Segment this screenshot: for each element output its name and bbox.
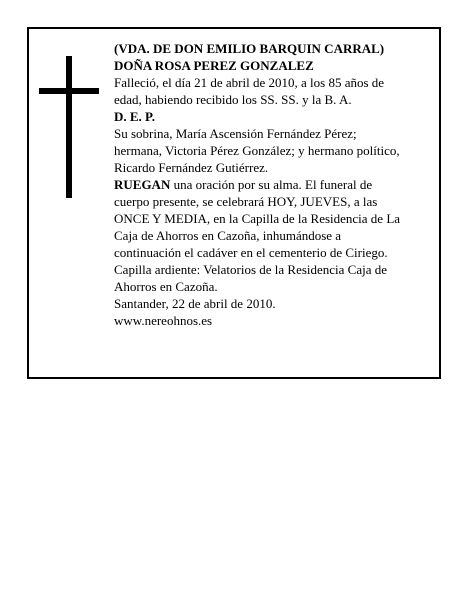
funeral-line-3: Caja de Ahorros en Cazoña, inhumándose a [114, 228, 342, 243]
cross-vertical-bar [66, 56, 72, 198]
family-line-3: Ricardo Fernández Gutiérrez. [114, 160, 269, 175]
request-rest: una oración por su alma. El funeral de [173, 177, 373, 192]
funeral-line-1: cuerpo presente, se celebrará HOY, JUEVES, a las [114, 194, 378, 209]
funeral-line-2: ONCE Y MEDIA, en la Capilla de la Residencia de La [114, 211, 401, 226]
deceased-name: DOÑA ROSA PEREZ GONZALEZ [114, 58, 314, 73]
place-date-line: Santander, 22 de abril de 2010. [114, 296, 276, 311]
cross-horizontal-bar [39, 88, 99, 94]
rip-line: D. E. P. [114, 109, 156, 124]
chapel-line-2: Ahorros en Cazoña. [114, 279, 218, 294]
website-link[interactable]: www.nereohnos.es [114, 313, 213, 328]
request-line [114, 176, 440, 193]
death-line-1: Falleció, el día 21 de abril de 2010, a los 85 años de [114, 75, 385, 90]
death-line-2: edad, habiendo recibido los SS. SS. y la B. A. [114, 92, 352, 107]
notice-text [114, 40, 440, 329]
cross-icon [39, 56, 99, 198]
family-line-1: Su sobrina, María Ascensión Fernández Pérez; [114, 126, 357, 141]
widow-of-line: (VDA. DE DON EMILIO BARQUIN CARRAL) [114, 41, 385, 56]
chapel-line-1: Capilla ardiente: Velatorios de la Residencia Caja de [114, 262, 388, 277]
request-bold-word: RUEGAN [114, 177, 171, 192]
family-line-2: hermana, Victoria Pérez González; y hermano político, [114, 143, 400, 158]
obituary-notice [27, 27, 441, 379]
funeral-line-4: continuación el cadáver en el cementerio de Ciriego. [114, 245, 388, 260]
